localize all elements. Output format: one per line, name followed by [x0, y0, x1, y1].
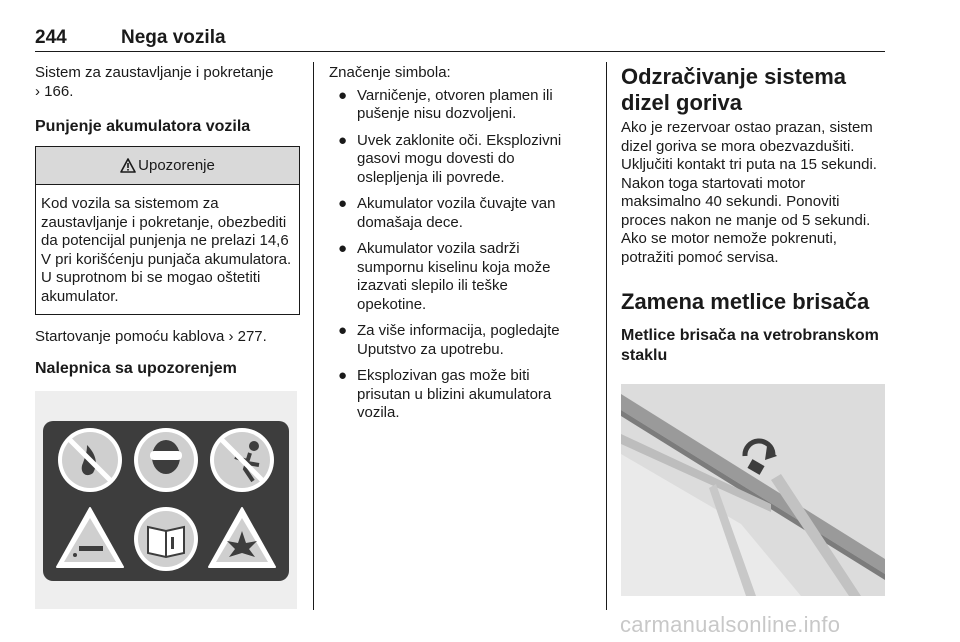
- eye-protection-icon: [134, 428, 198, 492]
- warning-title: Upozorenje: [138, 157, 215, 174]
- symbols-intro: Značenje simbola:: [329, 64, 451, 81]
- ref-arrow-icon: ›: [228, 328, 234, 345]
- ref-link[interactable]: 277.: [237, 328, 267, 345]
- heading-wiper-replacement: Zamena metlice brisača: [621, 289, 870, 314]
- warning-box: [35, 146, 300, 315]
- column-middle: [329, 64, 581, 431]
- page-title: Nega vozila: [121, 27, 226, 48]
- battery-warning-label-figure: [35, 391, 297, 609]
- ref-arrow-icon: ›: [35, 82, 40, 100]
- list-item: ● Uvek zaklonite oči. Eksplozivni gasovi mogu dovesti do oslepljenja ili povrede.: [338, 131, 562, 186]
- jump-start-text: Startovanje pomoću kablova › 277.: [35, 328, 267, 345]
- bullet-icon: ●: [338, 322, 348, 339]
- symbol-list: [329, 87, 581, 423]
- heading-windshield-wipers: Metlice brisača na vetrobranskom staklu: [621, 327, 879, 364]
- page-header: [35, 27, 885, 52]
- warning-header: [36, 147, 299, 185]
- ref-link[interactable]: 166.: [44, 82, 74, 100]
- heading-diesel-bleeding: Odzračivanje sistema dizel goriva: [621, 64, 847, 115]
- column-right: [621, 64, 887, 596]
- manual-book-icon: [134, 507, 198, 571]
- keep-away-children-icon: [210, 428, 274, 492]
- intro-text: Sistem za zaustavljanje i pokretanje › 166.: [35, 64, 274, 100]
- list-item: ● Eksplozivan gas može biti prisutan u blizini akumulatora vozila.: [338, 367, 552, 421]
- column-divider-2: [606, 62, 607, 610]
- bullet-icon: ●: [338, 367, 348, 384]
- list-item: ● Varničenje, otvoren plamen ili pušenje nisu dozvoljeni.: [338, 86, 553, 122]
- wiper-blade-figure: [621, 384, 885, 596]
- column-left: [35, 64, 300, 609]
- bullet-icon: ●: [338, 195, 348, 212]
- warning-text: Kod vozila sa sistemom za zaustavljanje i pokretanje, obezbediti da potencijal punjenja ne prelazi 14,6 V pri korišćenju punjača akumulatora. U suprotnom bi se mogao oštetiti akumulator.: [41, 195, 292, 305]
- no-flame-icon: [58, 428, 122, 492]
- watermark: carmanualsonline.info: [620, 612, 841, 637]
- column-divider-1: [313, 62, 314, 610]
- diesel-paragraph: Ako je rezervoar ostao prazan, sistem dizel goriva se mora obezvazdušiti. Uključiti kontakt tri puta na 15 sekundi. Nakon toga startovati motor maksimalno 40 sekundi. Ponoviti proces nakon ne manje od 5 sekundi. Ako se motor nemože pokrenuti, potražiti pomoć servisa.: [621, 119, 877, 266]
- warning-triangle-icon: [120, 158, 136, 173]
- page-number: 244: [35, 27, 67, 48]
- list-item: ● Za više informacija, pogledajte Uputstvo za upotrebu.: [338, 322, 560, 358]
- list-item: ● Akumulator vozila čuvajte van domašaja dece.: [338, 195, 556, 231]
- bullet-icon: ●: [338, 86, 348, 104]
- list-item: ● Akumulator vozila sadrži sumpornu kiselinu koja može izazvati slepilo ili teške opekotine.: [338, 240, 551, 313]
- bullet-icon: ●: [338, 131, 348, 149]
- bullet-icon: ●: [338, 240, 348, 257]
- heading-battery-charging: Punjenje akumulatora vozila: [35, 118, 251, 135]
- heading-warning-label: Nalepnica sa upozorenjem: [35, 359, 237, 377]
